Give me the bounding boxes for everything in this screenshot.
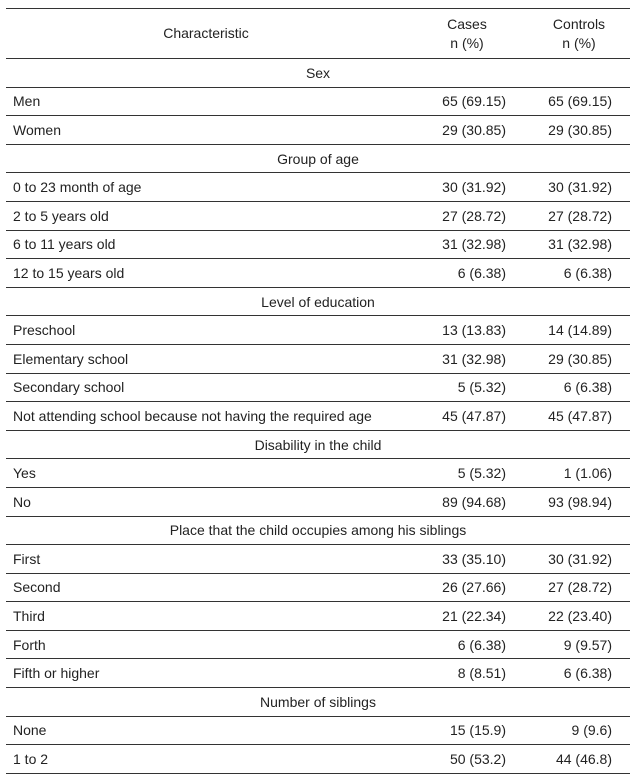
cases-cell: 30 (31.92) xyxy=(406,173,528,202)
cases-cell: 26 (27.66) xyxy=(406,573,528,602)
cases-cell: 33 (35.10) xyxy=(406,545,528,574)
controls-cell: 93 (98.94) xyxy=(528,487,630,516)
cases-cell: 5 (5.32) xyxy=(406,459,528,488)
table-row xyxy=(6,87,630,116)
table-row xyxy=(6,173,630,202)
table-row xyxy=(6,459,630,488)
section-row xyxy=(6,430,630,459)
header-controls xyxy=(528,9,630,59)
cases-cell: 31 (32.98) xyxy=(406,230,528,259)
characteristic-cell: No xyxy=(6,487,406,516)
cases-cell: 8 (8.51) xyxy=(406,659,528,688)
characteristic-cell: Not attending school because not having the required age xyxy=(6,402,406,431)
controls-unit: n (%) xyxy=(562,34,596,51)
characteristic-cell: Elementary school xyxy=(6,344,406,373)
characteristic-cell: 0 to 23 month of age xyxy=(6,173,406,202)
cases-cell: 29 (30.85) xyxy=(406,116,528,145)
controls-cell: 29 (30.85) xyxy=(528,116,630,145)
header-characteristic: Characteristic xyxy=(6,9,406,59)
controls-cell: 9 (9.57) xyxy=(528,630,630,659)
controls-cell: 27 (28.72) xyxy=(528,201,630,230)
controls-cell: 9 (9.6) xyxy=(528,716,630,745)
controls-cell: 45 (47.87) xyxy=(528,402,630,431)
characteristic-cell: Fifth or higher xyxy=(6,659,406,688)
cases-cell: 21 (22.34) xyxy=(406,602,528,631)
characteristic-cell: None xyxy=(6,716,406,745)
cases-cell: 27 (28.72) xyxy=(406,201,528,230)
characteristic-cell: 6 to 11 years old xyxy=(6,230,406,259)
table-row xyxy=(6,259,630,288)
characteristic-cell: Men xyxy=(6,87,406,116)
table-row xyxy=(6,316,630,345)
cases-cell: 65 (69.15) xyxy=(406,87,528,116)
cases-unit: n (%) xyxy=(450,34,484,51)
section-title: Number of siblings xyxy=(6,688,630,717)
cases-cell: 5 (5.32) xyxy=(406,373,528,402)
section-row xyxy=(6,516,630,545)
cases-cell: 13 (13.83) xyxy=(406,316,528,345)
header-cases xyxy=(406,9,528,59)
characteristic-cell: Third xyxy=(6,602,406,631)
controls-cell: 27 (28.72) xyxy=(528,573,630,602)
section-title: Level of education xyxy=(6,287,630,316)
section-row xyxy=(6,287,630,316)
controls-cell: 6 (6.38) xyxy=(528,373,630,402)
cases-cell: 89 (94.68) xyxy=(406,487,528,516)
characteristic-cell: 12 to 15 years old xyxy=(6,259,406,288)
table-row xyxy=(6,630,630,659)
controls-cell: 1 (1.06) xyxy=(528,459,630,488)
section-title: Disability in the child xyxy=(6,430,630,459)
table-row xyxy=(6,201,630,230)
controls-cell: 29 (30.85) xyxy=(528,344,630,373)
table-row xyxy=(6,487,630,516)
controls-cell: 30 (31.92) xyxy=(528,173,630,202)
controls-label: Controls xyxy=(552,15,606,32)
controls-cell: 65 (69.15) xyxy=(528,87,630,116)
table-row xyxy=(6,545,630,574)
table-row xyxy=(6,602,630,631)
cases-cell: 31 (32.98) xyxy=(406,344,528,373)
characteristic-cell: First xyxy=(6,545,406,574)
cases-cell: 15 (15.9) xyxy=(406,716,528,745)
controls-cell: 6 (6.38) xyxy=(528,259,630,288)
controls-cell: 6 (6.38) xyxy=(528,659,630,688)
header-row xyxy=(6,9,630,59)
section-title: Group of age xyxy=(6,144,630,173)
table-row xyxy=(6,745,630,774)
table-row xyxy=(6,573,630,602)
table-row xyxy=(6,116,630,145)
characteristic-cell: Second xyxy=(6,573,406,602)
controls-cell: 14 (14.89) xyxy=(528,316,630,345)
cases-cell: 50 (53.2) xyxy=(406,745,528,774)
characteristic-cell: Preschool xyxy=(6,316,406,345)
table-row xyxy=(6,659,630,688)
cases-cell: 6 (6.38) xyxy=(406,630,528,659)
table-row xyxy=(6,230,630,259)
characteristic-cell: Forth xyxy=(6,630,406,659)
table-row xyxy=(6,402,630,431)
controls-cell: 31 (32.98) xyxy=(528,230,630,259)
controls-cell: 44 (46.8) xyxy=(528,745,630,774)
characteristic-cell: Yes xyxy=(6,459,406,488)
section-row xyxy=(6,688,630,717)
cases-cell: 6 (6.38) xyxy=(406,259,528,288)
table-row xyxy=(6,373,630,402)
section-title: Place that the child occupies among his siblings xyxy=(6,516,630,545)
section-title: Sex xyxy=(6,59,630,88)
characteristic-cell: Women xyxy=(6,116,406,145)
controls-cell: 30 (31.92) xyxy=(528,545,630,574)
characteristic-cell: Secondary school xyxy=(6,373,406,402)
table-row xyxy=(6,716,630,745)
section-row xyxy=(6,59,630,88)
cases-cell: 45 (47.87) xyxy=(406,402,528,431)
characteristic-cell: 1 to 2 xyxy=(6,745,406,774)
controls-cell: 22 (23.40) xyxy=(528,602,630,631)
cases-label: Cases xyxy=(447,15,487,32)
table-row xyxy=(6,344,630,373)
characteristics-table xyxy=(6,8,630,774)
table-body xyxy=(6,59,630,774)
characteristic-cell: 2 to 5 years old xyxy=(6,201,406,230)
section-row xyxy=(6,144,630,173)
